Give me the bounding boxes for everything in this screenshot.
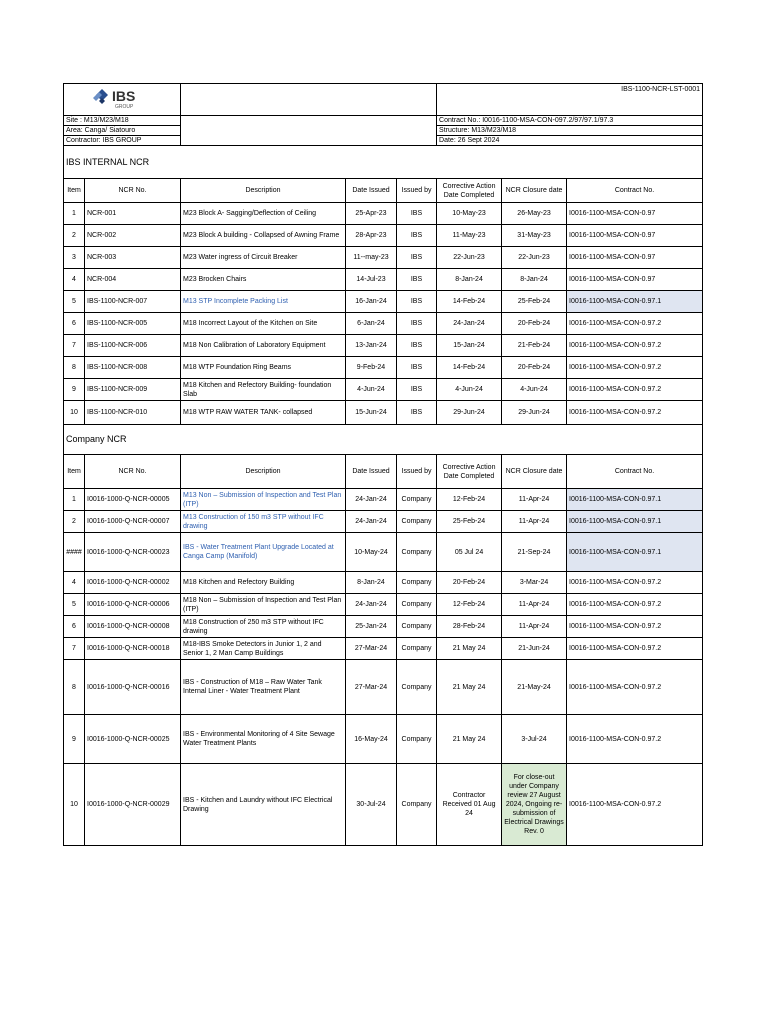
item-cell: 4 — [64, 572, 85, 594]
ncr-number-cell: I0016-1000-Q-NCR-00006 — [85, 594, 181, 616]
closure-date-cell: 25-Feb-24 — [502, 291, 567, 313]
item-cell: 6 — [64, 313, 85, 335]
corrective-date-cell: 12-Feb-24 — [437, 594, 502, 616]
issued-by-cell: Company — [397, 511, 437, 533]
table-row — [64, 616, 703, 638]
column-header-item: Item — [64, 179, 85, 203]
contract-number-cell: I0016-1100-MSA-CON-0.97.1 — [567, 291, 703, 313]
date-issued-cell: 4-Jun-24 — [346, 379, 397, 401]
column-header-corrective: Corrective Action Date Completed — [437, 455, 502, 489]
svg-text:IBS: IBS — [112, 88, 136, 104]
table-row — [64, 572, 703, 594]
corrective-date-cell: 20-Feb-24 — [437, 572, 502, 594]
ncr-number-cell: IBS-1100-NCR-007 — [85, 291, 181, 313]
issued-by-cell: Company — [397, 638, 437, 660]
column-header-closure: NCR Closure date — [502, 455, 567, 489]
date-issued-cell: 28-Apr-23 — [346, 225, 397, 247]
contract-number-cell: I0016-1100-MSA-CON-0.97.2 — [567, 638, 703, 660]
issued-by-cell: IBS — [397, 291, 437, 313]
column-header-issued-by: Issued by — [397, 455, 437, 489]
column-header-description: Description — [181, 455, 346, 489]
contract-number-cell: I0016-1100-MSA-CON-0.97.2 — [567, 357, 703, 379]
description-cell: M18-IBS Smoke Detectors in Junior 1, 2 and Senior 1, 2 Man Camp Buildings — [181, 638, 346, 660]
contract-number-cell: I0016-1100-MSA-CON-0.97.1 — [567, 533, 703, 572]
contract-number-cell: I0016-1100-MSA-CON-0.97.2 — [567, 401, 703, 425]
closure-date-cell: For close-out under Company review 27 August 2024, Ongoing re-submission of Electrical Drawings Rev. 0 — [502, 764, 567, 846]
item-cell: 2 — [64, 511, 85, 533]
date-issued-cell: 16-Jan-24 — [346, 291, 397, 313]
issued-by-cell: Company — [397, 660, 437, 715]
description-cell: M18 Kitchen and Refectory Building- foundation Slab — [181, 379, 346, 401]
item-cell: 9 — [64, 379, 85, 401]
date-issued-cell: 13-Jan-24 — [346, 335, 397, 357]
issued-by-cell: IBS — [397, 225, 437, 247]
item-cell: 5 — [64, 594, 85, 616]
item-cell: 8 — [64, 660, 85, 715]
issued-by-cell: IBS — [397, 313, 437, 335]
site-label: Site : M13/M23/M18 — [64, 116, 181, 126]
contract-number-cell: I0016-1100-MSA-CON-0.97.2 — [567, 594, 703, 616]
table-row — [64, 660, 703, 715]
header-middle-blank — [181, 116, 437, 146]
item-cell: 5 — [64, 291, 85, 313]
table-row — [64, 638, 703, 660]
corrective-date-cell: 28-Feb-24 — [437, 616, 502, 638]
contract-number-cell: I0016-1100-MSA-CON-0.97.2 — [567, 715, 703, 764]
description-cell: IBS - Environmental Monitoring of 4 Site Sewage Water Treatment Plants — [181, 715, 346, 764]
description-cell: M18 WTP RAW WATER TANK- collapsed — [181, 401, 346, 425]
ncr-number-cell: I0016-1000-Q-NCR-00005 — [85, 489, 181, 511]
corrective-date-cell: 14-Feb-24 — [437, 357, 502, 379]
description-cell: M18 Non Calibration of Laboratory Equipment — [181, 335, 346, 357]
closure-date-cell: 20-Feb-24 — [502, 357, 567, 379]
description-cell: M23 Water ingress of Circuit Breaker — [181, 247, 346, 269]
date-issued-cell: 27-Mar-24 — [346, 660, 397, 715]
contract-number-cell: I0016-1100-MSA-CON-0.97.2 — [567, 379, 703, 401]
table-row — [64, 594, 703, 616]
column-header-description: Description — [181, 179, 346, 203]
column-header-corrective: Corrective Action Date Completed — [437, 179, 502, 203]
table-row — [64, 247, 703, 269]
doc-reference: IBS-1100-NCR-LST-0001 — [437, 84, 703, 116]
column-header-closure: NCR Closure date — [502, 179, 567, 203]
item-cell: 7 — [64, 638, 85, 660]
contract-number-cell: I0016-1100-MSA-CON-0.97.2 — [567, 764, 703, 846]
closure-date-cell: 26-May-23 — [502, 203, 567, 225]
corrective-date-cell: 21 May 24 — [437, 715, 502, 764]
closure-date-cell: 29-Jun-24 — [502, 401, 567, 425]
closure-date-cell: 4-Jun-24 — [502, 379, 567, 401]
table-row — [64, 511, 703, 533]
issued-by-cell: IBS — [397, 247, 437, 269]
item-cell: #### — [64, 533, 85, 572]
structure-label: Structure: M13/M23/M18 — [437, 126, 703, 136]
closure-date-cell: 11-Apr-24 — [502, 511, 567, 533]
company-column-headers — [64, 455, 703, 489]
corrective-date-cell: 25-Feb-24 — [437, 511, 502, 533]
column-header-ncr-no: NCR No. — [85, 179, 181, 203]
ncr-number-cell: I0016-1000-Q-NCR-00008 — [85, 616, 181, 638]
ncr-number-cell: IBS-1100-NCR-006 — [85, 335, 181, 357]
issued-by-cell: Company — [397, 533, 437, 572]
corrective-date-cell: 22-Jun-23 — [437, 247, 502, 269]
issued-by-cell: IBS — [397, 401, 437, 425]
closure-date-cell: 8-Jan-24 — [502, 269, 567, 291]
description-cell: IBS - Construction of M18 – Raw Water Tank Internal Liner - Water Treatment Plant — [181, 660, 346, 715]
date-issued-cell: 8-Jan-24 — [346, 572, 397, 594]
corrective-date-cell: 21 May 24 — [437, 638, 502, 660]
ibs-diamond-logo-icon — [92, 86, 152, 110]
ncr-number-cell: I0016-1000-Q-NCR-00007 — [85, 511, 181, 533]
ncr-number-cell: NCR-004 — [85, 269, 181, 291]
corrective-date-cell: 11-May-23 — [437, 225, 502, 247]
corrective-date-cell: 29-Jun-24 — [437, 401, 502, 425]
issued-by-cell: IBS — [397, 357, 437, 379]
table-row — [64, 764, 703, 846]
table-row — [64, 489, 703, 511]
ibs-section-title: IBS INTERNAL NCR — [64, 146, 703, 179]
date-issued-cell: 24-Jan-24 — [346, 489, 397, 511]
closure-date-cell: 21-Feb-24 — [502, 335, 567, 357]
date-issued-cell: 9-Feb-24 — [346, 357, 397, 379]
corrective-date-cell: 14-Feb-24 — [437, 291, 502, 313]
date-issued-cell: 15-Jun-24 — [346, 401, 397, 425]
corrective-date-cell: 8-Jan-24 — [437, 269, 502, 291]
contract-number-cell: I0016-1100-MSA-CON-0.97.2 — [567, 335, 703, 357]
corrective-date-cell: 4-Jun-24 — [437, 379, 502, 401]
contract-number-cell: I0016-1100-MSA-CON-0.97.2 — [567, 313, 703, 335]
description-cell: M18 Construction of 250 m3 STP without IFC drawing — [181, 616, 346, 638]
issued-by-cell: IBS — [397, 379, 437, 401]
contract-number-cell: I0016-1100-MSA-CON-0.97 — [567, 247, 703, 269]
issued-by-cell: IBS — [397, 335, 437, 357]
closure-date-cell: 3-Mar-24 — [502, 572, 567, 594]
column-header-date-issued: Date Issued — [346, 179, 397, 203]
issued-by-cell: Company — [397, 616, 437, 638]
ncr-number-cell: NCR-002 — [85, 225, 181, 247]
table-row — [64, 401, 703, 425]
ncr-number-cell: IBS-1100-NCR-009 — [85, 379, 181, 401]
ncr-number-cell: I0016-1000-Q-NCR-00029 — [85, 764, 181, 846]
date-issued-cell: 11--may-23 — [346, 247, 397, 269]
date-label: Date: 26 Sept 2024 — [437, 136, 703, 146]
issued-by-cell: Company — [397, 594, 437, 616]
issued-by-cell: IBS — [397, 203, 437, 225]
svg-text:GROUP: GROUP — [115, 104, 134, 110]
contract-number-cell: I0016-1100-MSA-CON-0.97.2 — [567, 572, 703, 594]
column-header-ncr-no: NCR No. — [85, 455, 181, 489]
closure-date-cell: 3-Jul-24 — [502, 715, 567, 764]
table-row — [64, 715, 703, 764]
closure-date-cell: 20-Feb-24 — [502, 313, 567, 335]
closure-date-cell: 11-Apr-24 — [502, 489, 567, 511]
column-header-issued-by: Issued by — [397, 179, 437, 203]
date-issued-cell: 24-Jan-24 — [346, 594, 397, 616]
contract-label: Contract No.: I0016-1100-MSA-CON-097.2/97/97.1/97.3 — [437, 116, 703, 126]
company-logo — [64, 84, 181, 116]
item-cell: 4 — [64, 269, 85, 291]
table-row — [64, 269, 703, 291]
column-header-item: Item — [64, 455, 85, 489]
ncr-number-cell: I0016-1000-Q-NCR-00018 — [85, 638, 181, 660]
date-issued-cell: 16-May-24 — [346, 715, 397, 764]
table-row — [64, 291, 703, 313]
corrective-date-cell: 21 May 24 — [437, 660, 502, 715]
column-header-contract: Contract No. — [567, 179, 703, 203]
contract-number-cell: I0016-1100-MSA-CON-0.97.1 — [567, 511, 703, 533]
item-cell: 1 — [64, 203, 85, 225]
ncr-number-cell: NCR-001 — [85, 203, 181, 225]
item-cell: 2 — [64, 225, 85, 247]
table-row — [64, 379, 703, 401]
company-section-title: Company NCR — [64, 425, 703, 455]
table-row — [64, 313, 703, 335]
closure-date-cell: 21-May-24 — [502, 660, 567, 715]
corrective-date-cell: 24-Jan-24 — [437, 313, 502, 335]
ncr-number-cell: IBS-1100-NCR-008 — [85, 357, 181, 379]
item-cell: 10 — [64, 764, 85, 846]
corrective-date-cell: 10-May-23 — [437, 203, 502, 225]
description-cell: M18 WTP Foundation Ring Beams — [181, 357, 346, 379]
description-cell: IBS - Water Treatment Plant Upgrade Located at Canga Camp (Manifold) — [181, 533, 346, 572]
description-cell: M13 STP Incomplete Packing List — [181, 291, 346, 313]
description-cell: M18 Non – Submission of Inspection and Test Plan (ITP) — [181, 594, 346, 616]
description-cell: M23 Block A- Sagging/Deflection of Ceiling — [181, 203, 346, 225]
contract-number-cell: I0016-1100-MSA-CON-0.97 — [567, 203, 703, 225]
table-row — [64, 203, 703, 225]
ncr-number-cell: NCR-003 — [85, 247, 181, 269]
closure-date-cell: 31-May-23 — [502, 225, 567, 247]
ncr-number-cell: IBS-1100-NCR-010 — [85, 401, 181, 425]
corrective-date-cell: 05 Jul 24 — [437, 533, 502, 572]
issued-by-cell: Company — [397, 572, 437, 594]
item-cell: 10 — [64, 401, 85, 425]
description-cell: M18 Incorrect Layout of the Kitchen on Site — [181, 313, 346, 335]
column-header-contract: Contract No. — [567, 455, 703, 489]
header-blank — [181, 84, 437, 116]
ncr-number-cell: IBS-1100-NCR-005 — [85, 313, 181, 335]
area-label: Area: Canga/ Siatouro — [64, 126, 181, 136]
table-row — [64, 533, 703, 572]
date-issued-cell: 24-Jan-24 — [346, 511, 397, 533]
table-row — [64, 335, 703, 357]
date-issued-cell: 25-Apr-23 — [346, 203, 397, 225]
contract-number-cell: I0016-1100-MSA-CON-0.97.2 — [567, 660, 703, 715]
date-issued-cell: 6-Jan-24 — [346, 313, 397, 335]
corrective-date-cell: Contractor Received 01 Aug 24 — [437, 764, 502, 846]
ncr-number-cell: I0016-1000-Q-NCR-00023 — [85, 533, 181, 572]
issued-by-cell: Company — [397, 489, 437, 511]
closure-date-cell: 22-Jun-23 — [502, 247, 567, 269]
description-cell: M13 Non – Submission of Inspection and Test Plan (ITP) — [181, 489, 346, 511]
corrective-date-cell: 12-Feb-24 — [437, 489, 502, 511]
issued-by-cell: Company — [397, 715, 437, 764]
description-cell: IBS - Kitchen and Laundry without IFC Electrical Drawing — [181, 764, 346, 846]
contract-number-cell: I0016-1100-MSA-CON-0.97 — [567, 225, 703, 247]
ncr-number-cell: I0016-1000-Q-NCR-00016 — [85, 660, 181, 715]
item-cell: 3 — [64, 247, 85, 269]
date-issued-cell: 14-Jul-23 — [346, 269, 397, 291]
column-header-date-issued: Date Issued — [346, 455, 397, 489]
item-cell: 7 — [64, 335, 85, 357]
item-cell: 6 — [64, 616, 85, 638]
item-cell: 8 — [64, 357, 85, 379]
date-issued-cell: 27-Mar-24 — [346, 638, 397, 660]
date-issued-cell: 10-May-24 — [346, 533, 397, 572]
table-row — [64, 225, 703, 247]
closure-date-cell: 11-Apr-24 — [502, 616, 567, 638]
closure-date-cell: 11-Apr-24 — [502, 594, 567, 616]
issued-by-cell: IBS — [397, 269, 437, 291]
closure-date-cell: 21-Sep-24 — [502, 533, 567, 572]
description-cell: M23 Brocken Chairs — [181, 269, 346, 291]
closure-date-cell: 21-Jun-24 — [502, 638, 567, 660]
corrective-date-cell: 15-Jan-24 — [437, 335, 502, 357]
description-cell: M23 Block A building - Collapsed of Awning Frame — [181, 225, 346, 247]
description-cell: M18 Kitchen and Refectory Building — [181, 572, 346, 594]
ncr-table — [63, 83, 703, 846]
ncr-register-sheet — [63, 83, 702, 846]
item-cell: 9 — [64, 715, 85, 764]
item-cell: 1 — [64, 489, 85, 511]
ncr-number-cell: I0016-1000-Q-NCR-00002 — [85, 572, 181, 594]
contract-number-cell: I0016-1100-MSA-CON-0.97.1 — [567, 489, 703, 511]
ibs-column-headers — [64, 179, 703, 203]
date-issued-cell: 25-Jan-24 — [346, 616, 397, 638]
contractor-label: Contractor: IBS GROUP — [64, 136, 181, 146]
date-issued-cell: 30-Jul-24 — [346, 764, 397, 846]
issued-by-cell: Company — [397, 764, 437, 846]
ncr-number-cell: I0016-1000-Q-NCR-00025 — [85, 715, 181, 764]
description-cell: M13 Construction of 150 m3 STP without IFC drawing — [181, 511, 346, 533]
table-row — [64, 357, 703, 379]
contract-number-cell: I0016-1100-MSA-CON-0.97 — [567, 269, 703, 291]
contract-number-cell: I0016-1100-MSA-CON-0.97.2 — [567, 616, 703, 638]
